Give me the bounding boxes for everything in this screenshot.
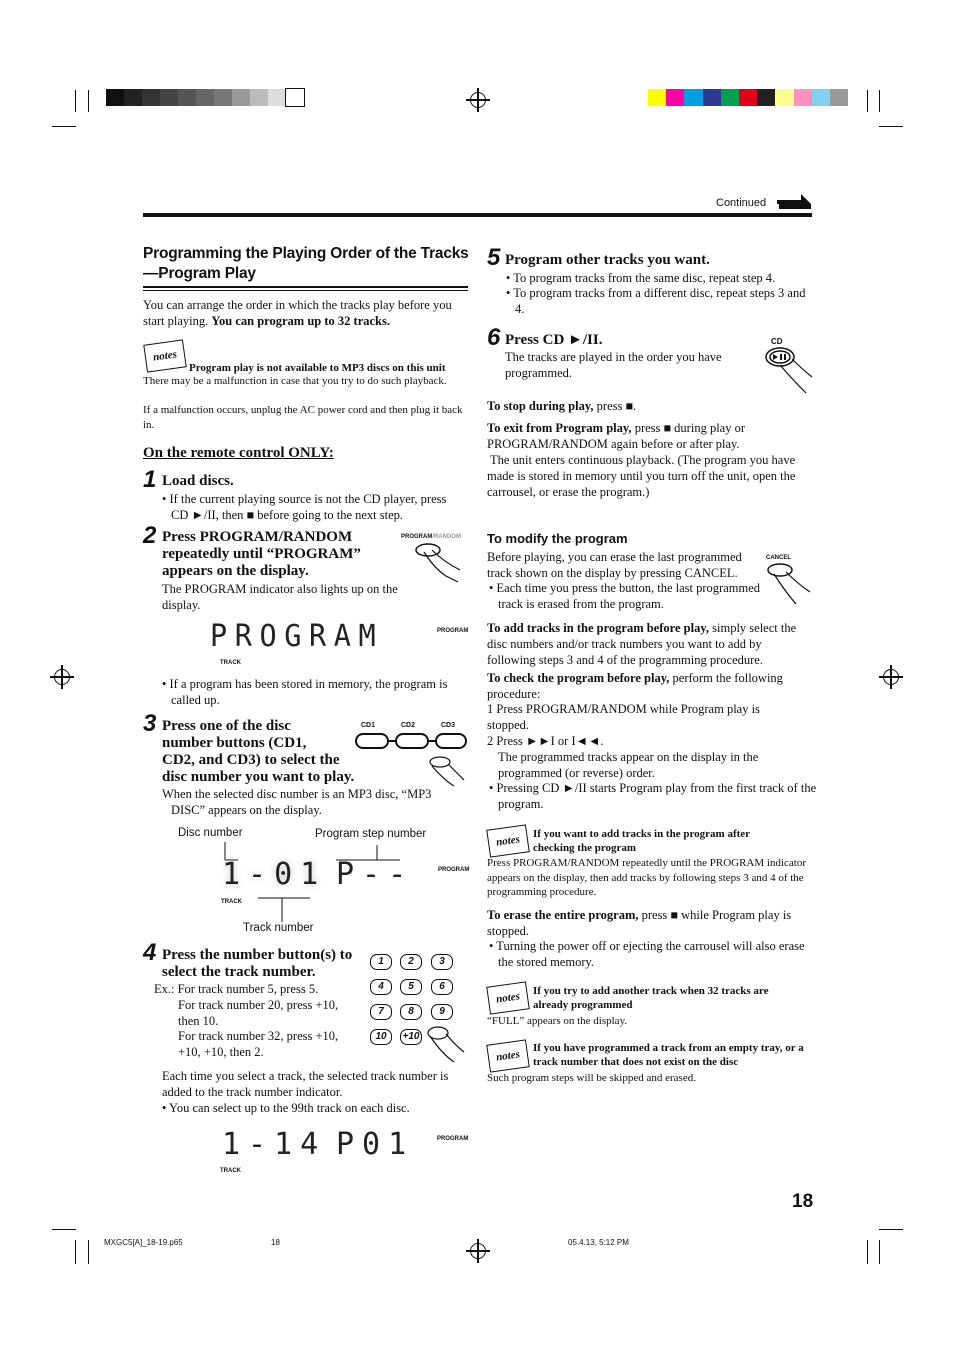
note-3-heading: If you have programmed a track from an empty tray, or a track number that does not exist on the disc [533,1042,804,1068]
key-1[interactable]: 1 [370,954,392,970]
calibration-swatch [739,89,757,106]
step-3-number: 3 [143,710,157,737]
calibration-swatch [214,89,232,106]
calibration-swatch [160,89,178,106]
footer-date: 05.4.13, 5:12 PM [568,1238,629,1247]
registration-mark-bottom [470,1243,486,1259]
calibration-swatch [142,89,160,106]
remote-heading: On the remote control ONLY: [143,445,334,461]
registration-mark-right [883,669,899,685]
lcd-display-track-selected: 1-14 [222,1127,327,1162]
step-5-bullet-1: • To program tracks from the same disc, repeat step 4. [506,271,776,285]
note-2-heading: If you try to add another track when 32 tracks are already programmed [533,985,769,1011]
disc-number-label: Disc number [178,827,243,839]
stop-during-play: To stop during play, press ■. [487,399,637,413]
cd-buttons-icon[interactable] [354,732,469,788]
key-4[interactable]: 4 [370,979,392,995]
lcd-program-indicator: PROGRAM [437,628,469,634]
step-1-number: 1 [143,466,157,493]
cd-button-label: CD [771,337,783,346]
step-4-example-1: Ex.: For track number 5, press 5. [154,982,319,996]
note-heading: Program play is not available to MP3 discs on this unit [189,362,446,374]
check-step-2b: The programmed tracks appear on the display in the programmed (or reverse) order. [498,750,759,780]
continued-arrow-icon [777,192,811,210]
calibration-swatch [721,89,739,106]
lcd-program-indicator-3: PROGRAM [437,1136,469,1142]
exit-program-play: To exit from Program play, press ■ during play or PROGRAM/RANDOM again before or after play. [487,421,745,451]
note-text-1: There may be a malfunction in case that you try to do such playback. [143,375,447,387]
step-4-title: Press the number button(s) to select the track number. [162,947,353,980]
lcd-program-indicator-2: PROGRAM [438,867,470,873]
program-random-button-label: PROGRAM/RANDOM [401,534,462,540]
calibration-swatch [666,89,684,106]
calibration-swatch [812,89,830,106]
calibration-swatch [232,89,250,106]
cancel-button-hand-icon[interactable] [762,562,812,606]
check-bullet: • Pressing CD ►/II starts Program play from the first track of the program. [489,781,817,811]
step-2-body: The PROGRAM indicator also lights up on the display. [162,582,398,612]
notes-icon-3: notes [486,981,530,1014]
keypad-hand-icon [426,1024,466,1064]
section-title-underline-thin [143,290,468,291]
key-8[interactable]: 8 [400,1004,422,1020]
key-7[interactable]: 7 [370,1004,392,1020]
erase-bullet: • Turning the power off or ejecting the carrousel will also erase the stored memory. [489,939,805,969]
calibration-swatch [794,89,812,106]
note-1-text: Press PROGRAM/RANDOM repeatedly until the PROGRAM indicator appears on the display, then add tracks by following steps 3 and 4 of the programming procedure. [487,857,806,898]
calibration-swatch [250,89,268,106]
calibration-swatch [757,89,775,106]
note-1-heading: If you want to add tracks in the program after checking the program [533,828,750,854]
notes-icon-2: notes [486,824,530,857]
note-3-text: Such program steps will be skipped and erased. [487,1072,696,1084]
step-1-title: Load discs. [162,473,234,489]
erase-entire-program: To erase the entire program, press ■ while Program play is stopped. [487,908,792,938]
lcd-display-program-step: P-- [336,857,415,892]
step-4-body: Each time you select a track, the selected track number is added to the track number indicator. [162,1069,449,1099]
section-title-underline [143,286,468,288]
step-4-number: 4 [143,939,157,966]
calibration-swatch [286,89,304,106]
check-step-2a: 2 Press ►►I or I◄◄. [487,734,604,748]
step-5-bullet-2: • To program tracks from a different disc, repeat steps 3 and 4. [506,286,806,316]
step-6-body: The tracks are played in the order you have programmed. [505,350,722,380]
step-2-title: Press PROGRAM/RANDOM repeatedly until “PROGRAM” appears on the display. [162,529,361,579]
footer-file: MXGC5[A]_18-19.p65 [104,1238,183,1247]
step-6-number: 6 [487,324,501,351]
calibration-swatch [648,89,666,106]
check-program-before-play: To check the program before play, perform the following procedure: [487,671,783,701]
calibration-swatch [106,89,124,106]
lcd-track-indicator-3: TRACK [220,1168,241,1174]
step-5-title: Program other tracks you want. [505,252,710,268]
notes-icon-4: notes [486,1039,530,1072]
step-1-bullet: • If the current playing source is not the CD player, press CD ►/II, then ■ before going to the next step. [162,492,447,522]
cd2-label: CD2 [401,722,416,729]
section-title: Programming the Playing Order of the Tracks —Program Play [143,245,469,282]
calibration-swatch [124,89,142,106]
note-text-2: If a malfunction occurs, unplug the AC power cord and then plug it back in. [143,404,463,431]
note-2-text: “FULL” appears on the display. [487,1015,628,1027]
continued-label: Continued [716,197,767,209]
step-3-title: Press one of the disc number buttons (CD1, CD2, and CD3) to select the disc number you want to play. [162,718,355,785]
key-2[interactable]: 2 [400,954,422,970]
lcd-track-indicator-2: TRACK [221,899,242,905]
page-number: 18 [792,1191,814,1212]
registration-mark-top [470,92,486,108]
step-6-title: Press CD ►/II. [505,332,603,348]
footer-page: 18 [271,1238,280,1247]
track-number-label: Track number [243,922,314,934]
intro-text: You can arrange the order in which the tracks play before you start playing. You can program up to 32 tracks. [143,298,452,328]
calibration-swatch [703,89,721,106]
key-plus-10[interactable]: +10 [400,1029,422,1045]
cd1-label: CD1 [361,722,376,729]
calibration-swatch [178,89,196,106]
program-random-button-hand-icon[interactable] [414,542,464,584]
calibration-swatch [196,89,214,106]
calibration-swatch [268,89,286,106]
step-2-number: 2 [143,522,157,549]
header-rule [143,213,812,217]
calibration-swatch [775,89,793,106]
modify-bullet: • Each time you press the button, the last programmed track is erased from the program. [489,581,760,611]
key-6[interactable]: 6 [431,979,453,995]
step-4-example-3: For track number 32, press +10, +10, +10, then 2. [178,1029,339,1059]
cancel-button-label: CANCEL [766,555,791,561]
key-3[interactable]: 3 [431,954,453,970]
notes-icon: notes [143,339,187,372]
step-3-bullet: When the selected disc number is an MP3 disc, “MP3 DISC” appears on the display. [162,787,432,817]
step-5-number: 5 [487,244,501,271]
key-5[interactable]: 5 [400,979,422,995]
key-9[interactable]: 9 [431,1004,453,1020]
step-2-bullet: • If a program has been stored in memory, the program is called up. [162,677,448,707]
lcd-display-program-step-selected: P01 [336,1127,415,1162]
step-4-example-2: For track number 20, press +10, then 10. [178,998,339,1028]
step-4-bullet: • You can select up to the 99th track on each disc. [162,1101,410,1115]
registration-mark-left [54,669,70,685]
calibration-swatch [684,89,702,106]
lcd-track-indicator: TRACK [220,660,241,666]
cd3-label: CD3 [441,722,456,729]
cd-play-pause-button-hand-icon[interactable] [762,345,814,395]
modify-text: Before playing, you can erase the last programmed track shown on the display by pressing CANCEL. [487,550,742,580]
key-10[interactable]: 10 [370,1029,392,1045]
add-tracks-before-play: To add tracks in the program before play, simply select the disc numbers and/or track numbers you want to add by following steps 3 and 4 of the programming procedure. [487,621,797,667]
lcd-display-program: PROGRAM [210,619,384,654]
calibration-swatch [830,89,848,106]
modify-heading: To modify the program [487,531,628,546]
lcd-display-disc-track: 1-01 [222,857,327,892]
program-step-number-label: Program step number [315,828,427,840]
exit-program-play-note: The unit enters continuous playback. (The program you have made is stored in memory until you turn off the unit, open the carrousel, or erase the program.) [487,453,796,499]
check-step-1: 1 Press PROGRAM/RANDOM while Program play is stopped. [487,702,760,732]
